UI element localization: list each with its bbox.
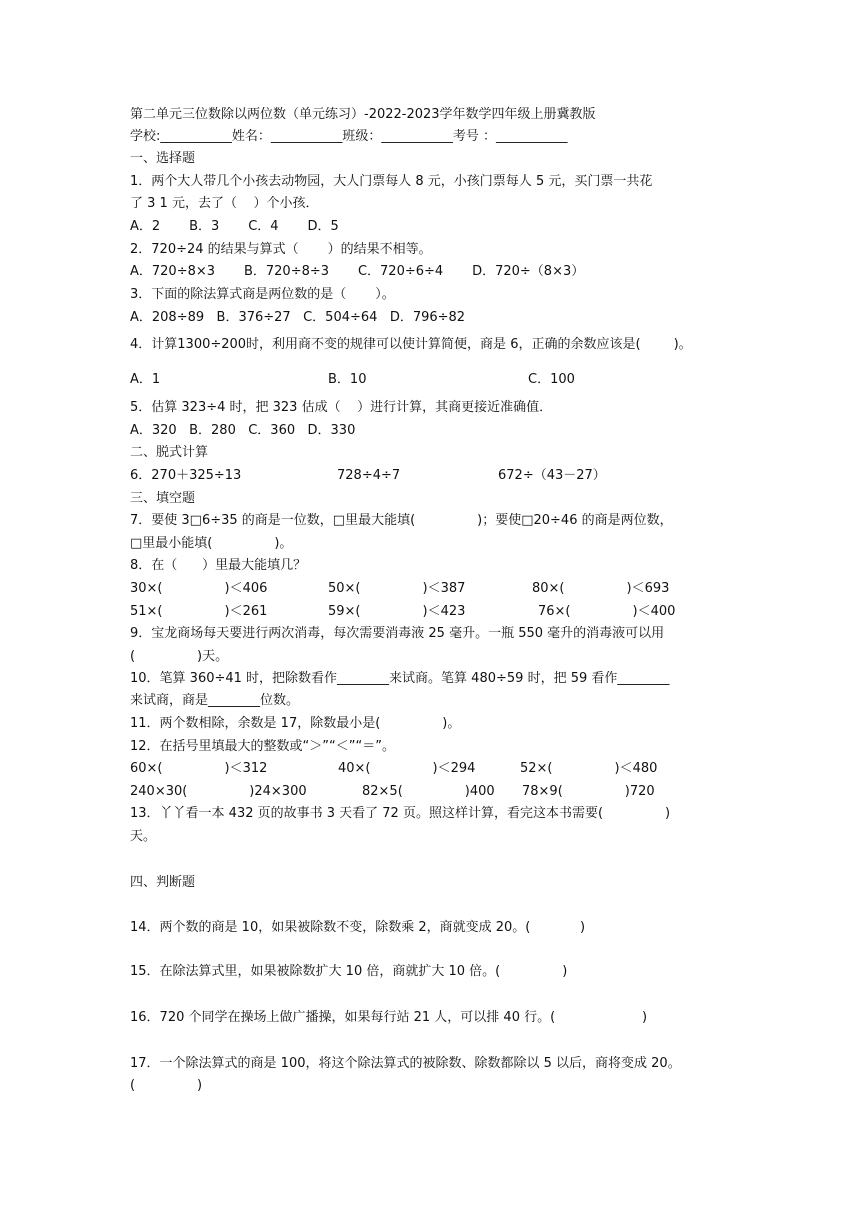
question-1-line-1: 1．两个大人带几个小孩去动物园，大人门票每人 8 元，小孩门票每人 5 元，买门票一共花 bbox=[130, 174, 653, 189]
question-8-item: 76×( )＜400 bbox=[538, 604, 676, 619]
question-8-item: 80×( )＜693 bbox=[532, 581, 670, 596]
question-2: 2．720÷24 的结果与算式（ ）的结果不相等。 bbox=[130, 242, 432, 257]
question-17-line-2: ( ) bbox=[130, 1078, 203, 1093]
question-4-option-a: A．1 bbox=[130, 372, 161, 387]
question-13-line-1: 13．丫丫看一本 432 页的故事书 3 天看了 72 页。照这样计算，看完这本书需要( ) bbox=[130, 806, 671, 821]
question-12-item: 52×( )＜480 bbox=[520, 761, 658, 776]
question-7-line-2: □里最小能填( )。 bbox=[130, 536, 293, 551]
section-heading-calc: 二、脱式计算 bbox=[130, 445, 209, 460]
question-12: 12．在括号里填最大的整数或“＞”“＜”“＝”。 bbox=[130, 739, 395, 754]
question-8-item: 50×( )＜387 bbox=[328, 581, 466, 596]
question-7-line-1: 7．要使 3□6÷35 的商是一位数，□里最大能填( )；要使□20÷46 的商是两位数， bbox=[130, 513, 673, 528]
question-12-item: 60×( )＜312 bbox=[130, 761, 268, 776]
question-10-line-1: 10．笔算 360÷41 时，把除数看作________来试商。笔算 480÷59 时，把 59 看作________ bbox=[130, 671, 670, 686]
question-12-item: 40×( )＜294 bbox=[338, 761, 476, 776]
question-5: 5．估算 323÷4 时，把 323 估成（ ）进行计算，其商更接近准确值． bbox=[130, 400, 553, 415]
question-1-options: A．2 B．3 C．4 D．5 bbox=[130, 219, 339, 234]
question-3: 3．下面的除法算式商是两位数的是（ ）。 bbox=[130, 287, 395, 302]
question-12-item: 78×9( )720 bbox=[522, 784, 655, 799]
question-9-line-1: 9．宝龙商场每天要进行两次消毒，每次需要消毒液 25 毫升。一瓶 550 毫升的消毒液可以用 bbox=[130, 626, 665, 641]
question-8-item: 30×( )＜406 bbox=[130, 581, 268, 596]
question-4-option-b: B．10 bbox=[328, 372, 367, 387]
question-8-item: 51×( )＜261 bbox=[130, 604, 268, 619]
question-12-item: 82×5( )400 bbox=[362, 784, 495, 799]
question-1-line-2: 了 3 1 元，去了（ ）个小孩． bbox=[130, 196, 319, 211]
question-4: 4．计算1300÷200时，利用商不变的规律可以使计算简便，商是 6，正确的余数应该是( )。 bbox=[130, 337, 692, 352]
question-3-options: A．208÷89 B．376÷27 C．504÷64 D．796÷82 bbox=[130, 310, 466, 325]
question-2-options: A．720÷8×3 B．720÷8÷3 C．720÷6÷4 D．720÷（8×3） bbox=[130, 264, 585, 279]
question-4-option-c: C．100 bbox=[528, 372, 575, 387]
document-title: 第二单元三位数除以两位数（单元练习）-2022-2023学年数学四年级上册冀教版 bbox=[130, 107, 596, 122]
question-12-item: 240×30( )24×300 bbox=[130, 784, 307, 799]
question-16: 16．720 个同学在操场上做广播操，如果每行站 21 人，可以排 40 行。( ) bbox=[130, 1010, 648, 1025]
question-15: 15．在除法算式里，如果被除数扩大 10 倍，商就扩大 10 倍。( ) bbox=[130, 964, 568, 979]
question-8: 8．在（ ）里最大能填几？ bbox=[130, 558, 307, 573]
section-heading-judge: 四、判断题 bbox=[130, 875, 196, 890]
question-6-expr-1: 6．270＋325÷13 bbox=[130, 468, 242, 483]
question-17-line-1: 17．一个除法算式的商是 100，将这个除法算式的被除数、除数都除以 5 以后，商将变成 20。 bbox=[130, 1056, 681, 1071]
question-9-line-2: ( )天。 bbox=[130, 649, 229, 664]
question-6-expr-2: 728÷4÷7 bbox=[337, 468, 401, 483]
question-14: 14．两个数的商是 10，如果被除数不变，除数乘 2，商就变成 20。( ) bbox=[130, 920, 586, 935]
question-8-item: 59×( )＜423 bbox=[328, 604, 466, 619]
question-10-line-2: 来试商，商是________位数。 bbox=[130, 693, 300, 708]
section-heading-fill: 三、填空题 bbox=[130, 491, 196, 506]
question-5-options: A．320 B．280 C．360 D．330 bbox=[130, 423, 356, 438]
student-info-line: 学校:___________姓名：___________班级：___________考号 ：___________ bbox=[130, 129, 568, 144]
question-11: 11．两个数相除，余数是 17，除数最小是( )。 bbox=[130, 716, 461, 731]
question-13-line-2: 天。 bbox=[130, 829, 157, 844]
section-heading-choice: 一、选择题 bbox=[130, 151, 196, 166]
question-6-expr-3: 672÷（43－27） bbox=[498, 468, 606, 483]
